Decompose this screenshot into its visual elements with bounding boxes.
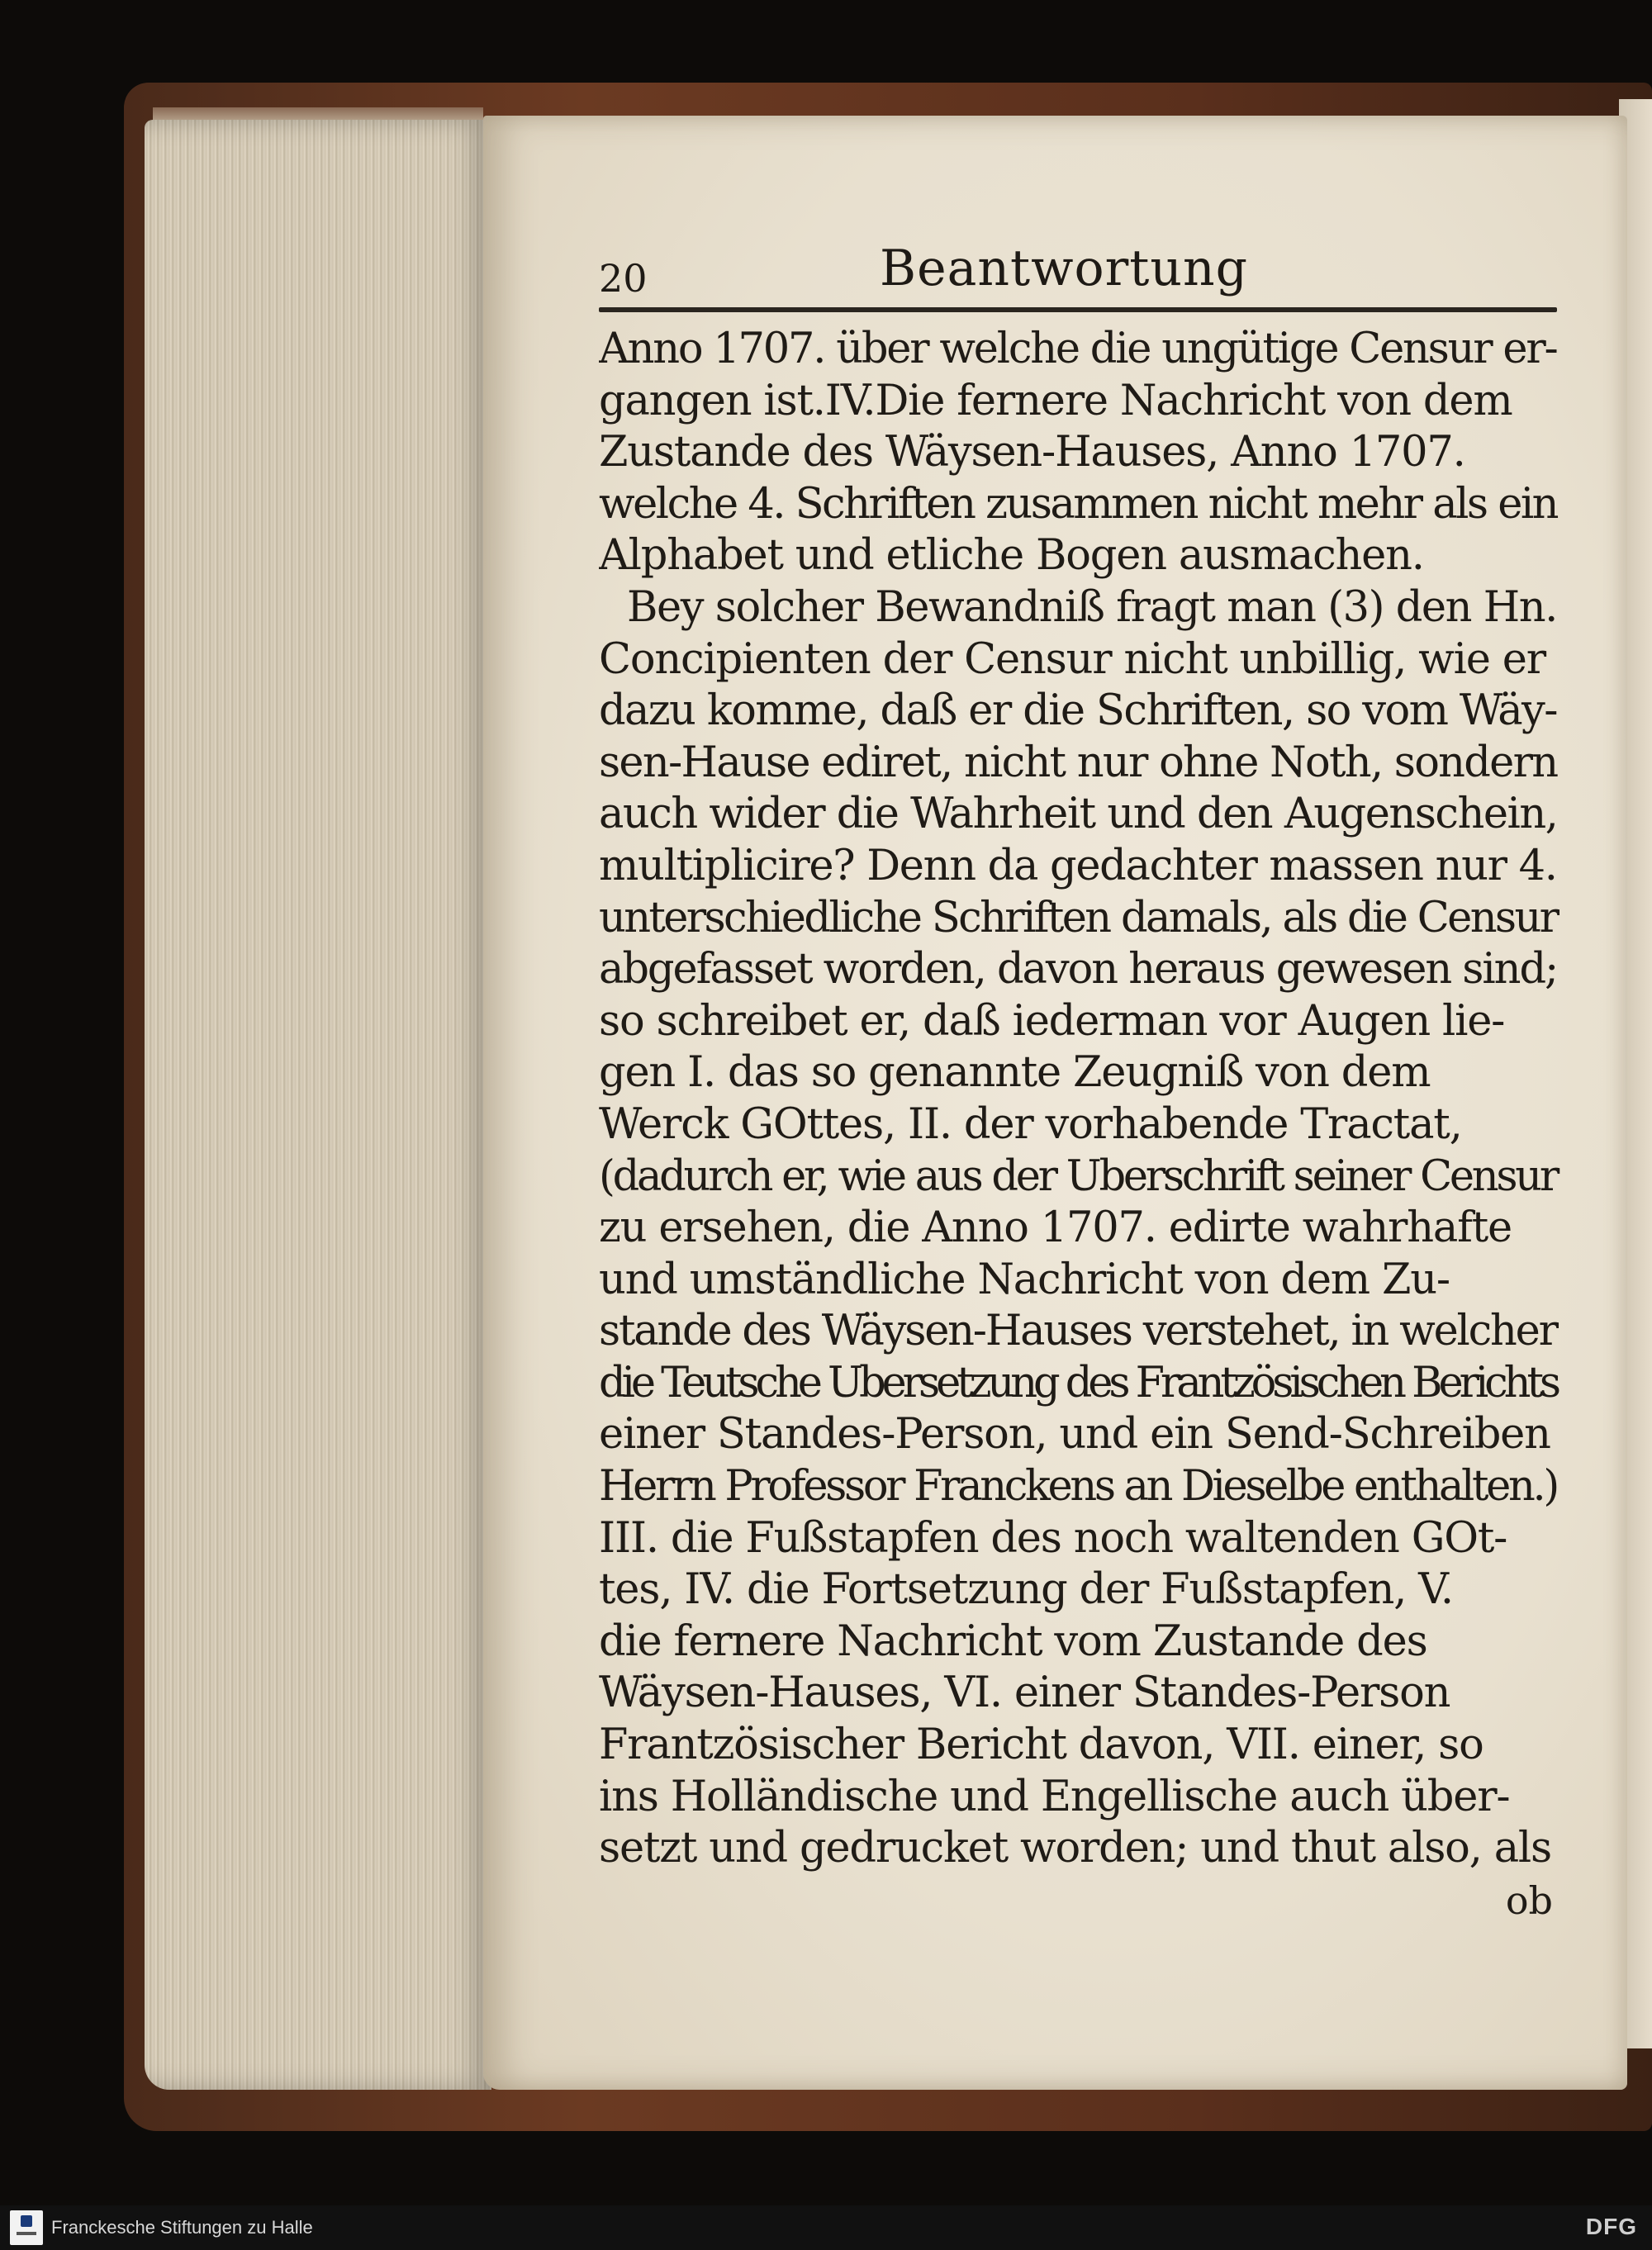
text-line: und umständliche Nachricht von dem Zu-: [599, 1255, 1450, 1304]
text-line: abgefasset worden, davon heraus gewesen sind;: [599, 945, 1558, 994]
text-line: Zustande des Wäysen-Hauses, Anno 1707.: [599, 428, 1465, 477]
book-page: [483, 116, 1627, 2090]
text-line: gangen ist.IV.Die fernere Nachricht von dem: [599, 376, 1512, 425]
text-line: ins Holländische und Engellische auch über-: [599, 1772, 1510, 1821]
body-text: [599, 324, 1561, 1875]
text-line: setzt und gedrucket worden; und thut also, als: [599, 1824, 1551, 1873]
text-line: einer Standes-Person, und ein Send-Schreiben: [599, 1410, 1550, 1460]
text-line: (dadurch er, wie aus der Uberschrift seiner Censur: [599, 1151, 1558, 1201]
text-line: zu ersehen, die Anno 1707. edirte wahrhafte: [599, 1203, 1512, 1253]
catchword: ob: [1505, 1877, 1553, 1923]
text-line: stande des Wäysen-Hauses verstehet, in welcher: [599, 1307, 1557, 1356]
text-line: Bey solcher Bewandniß fragt man (3) den Hn.: [627, 582, 1557, 632]
text-line: unterschiedliche Schriften damals, als die Censur: [599, 893, 1558, 942]
text-line: dazu komme, daß er die Schriften, so vom Wäy-: [599, 686, 1557, 736]
institution-logo-icon: [10, 2210, 43, 2245]
text-line: Herrn Professor Franckens an Dieselbe enthalten.): [599, 1462, 1557, 1512]
text-line: Werck GOttes, II. der vorhabende Tractat,: [599, 1099, 1462, 1149]
text-line: Anno 1707. über welche die ungütige Censur er-: [599, 325, 1557, 373]
text-line: auch wider die Wahrheit und den Augenschein,: [599, 790, 1558, 839]
logo-mark: [21, 2215, 32, 2227]
dfg-logo: DFG: [1585, 2214, 1637, 2239]
header-rule: [599, 307, 1557, 312]
running-head: Beantwortung: [880, 240, 1249, 297]
footer-bar: [0, 2205, 1652, 2250]
text-line: gen I. das so genannte Zeugniß von dem: [599, 1048, 1431, 1098]
page-number: 20: [599, 256, 648, 301]
text-line: Concipienten der Censur nicht unbillig, wie er: [599, 634, 1545, 684]
text-line: Frantzösischer Bericht davon, VII. einer, so: [599, 1721, 1483, 1770]
text-line: die Teutsche Ubersetzung des Frantzösischen Berichts: [599, 1358, 1557, 1407]
text-line: tes, IV. die Fortsetzung der Fußstapfen, V.: [599, 1565, 1453, 1615]
text-line: die fernere Nachricht vom Zustande des: [599, 1616, 1427, 1666]
text-line: III. die Fußstapfen des noch waltenden GOt-: [599, 1513, 1507, 1563]
page-header: [599, 223, 1561, 306]
text-line: welche 4. Schriften zusammen nicht mehr als ein: [599, 479, 1558, 529]
page-block-fore-edge: [145, 120, 491, 2090]
institution-name: Franckesche Stiftungen zu Halle: [51, 2217, 313, 2238]
text-line: Wäysen-Hauses, VI. einer Standes-Person: [599, 1669, 1450, 1718]
text-line: multiplicire? Denn da gedachter massen nur 4.: [599, 841, 1557, 890]
text-line: so schreibet er, daß iederman vor Augen lie-: [599, 996, 1505, 1046]
text-line: Alphabet und etliche Bogen ausmachen.: [599, 531, 1424, 581]
logo-bar: [17, 2232, 36, 2235]
page-content: [599, 223, 1561, 1926]
text-line: sen-Hause ediret, nicht nur ohne Noth, sondern: [599, 738, 1558, 787]
